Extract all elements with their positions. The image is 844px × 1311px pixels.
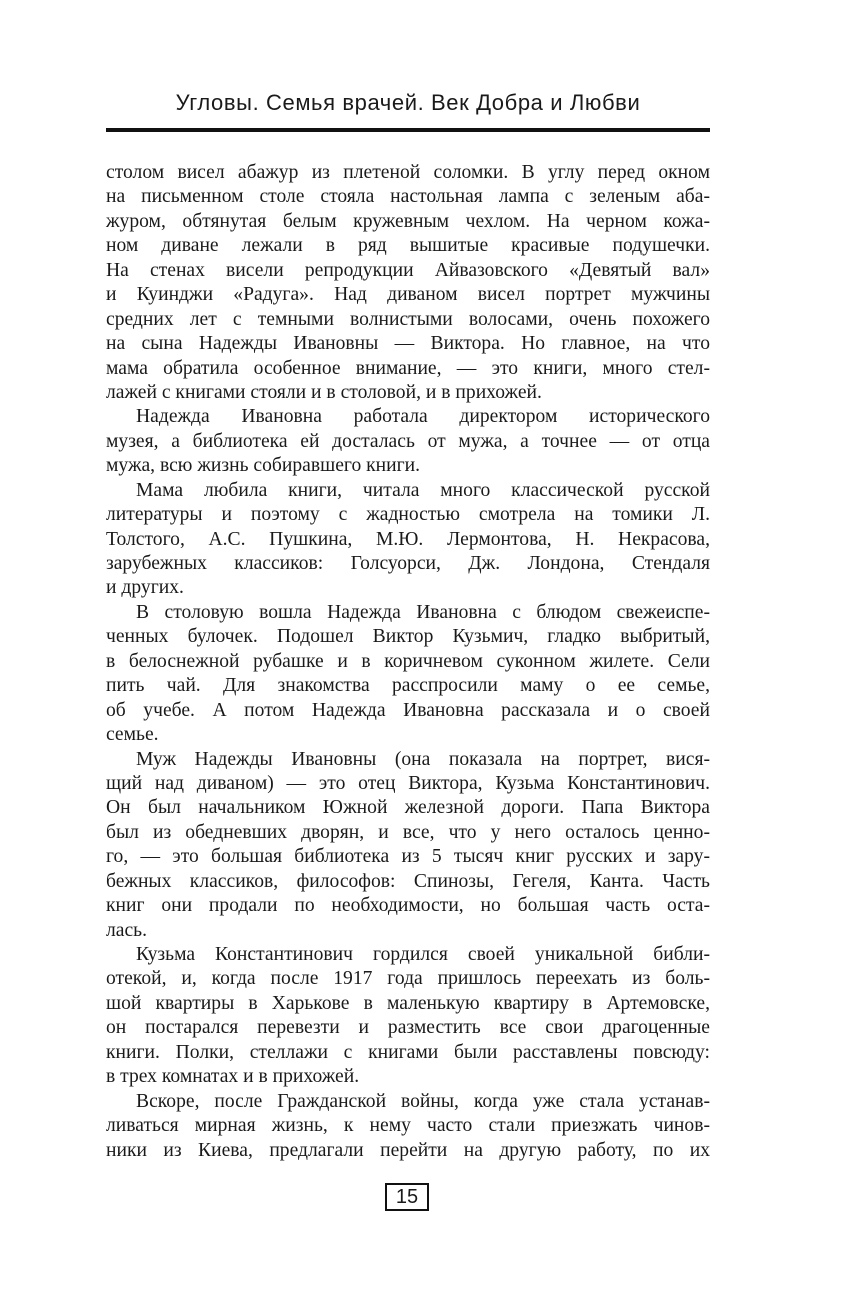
text-line: го, — это большая библиотека из 5 тысяч книг русских и зару- — [106, 846, 710, 868]
running-head-title: Угловы. Семья врачей. Век Добра и Любви — [175, 90, 641, 115]
paragraph — [106, 943, 710, 1090]
text-line: и других. — [106, 577, 184, 599]
text-line: зарубежных классиков: Голсуорси, Дж. Лондона, Стендаля — [106, 553, 710, 574]
text-line: пить чай. Для знакомства расспросили маму о ее семье, — [106, 675, 710, 697]
text-line: на сына Надежды Ивановны — Виктора. Но главное, на что — [106, 333, 710, 355]
text-line: щий над диваном) — это отец Виктора, Кузьма Константинович. — [106, 772, 710, 794]
text-line: музея, а библиотека ей досталась от мужа, а точнее — от отца — [106, 430, 710, 452]
paragraph — [106, 748, 710, 944]
text-line: был из обедневших дворян, и все, что у него осталось ценно- — [106, 821, 710, 843]
text-line: лась. — [106, 919, 148, 941]
text-line: средних лет с темными волнистыми волосами, очень похожего — [106, 308, 710, 330]
text-line: ники из Киева, предлагали перейти на другую работу, по их — [106, 1139, 710, 1161]
paragraph — [106, 479, 710, 601]
text-line: ном диване лежали в ряд вышитые красивые подушечки. — [106, 235, 710, 257]
text-line: в белоснежной рубашке и в коричневом суконном жилете. Сели — [106, 650, 710, 672]
text-line: мама обратила особенное внимание, — это книги, много стел- — [106, 357, 710, 379]
text-line: столом висел абажур из плетеной соломки. В углу перед окном — [106, 162, 710, 183]
text-line: Муж Надежды Ивановны (она показала на портрет, вися- — [136, 748, 710, 770]
header-rule — [106, 128, 710, 132]
body-text — [106, 161, 710, 1163]
text-line: Мама любила книги, читала много классической русской — [136, 479, 710, 501]
text-line: лажей с книгами стояли и в столовой, и в прихожей. — [106, 381, 542, 403]
text-line: бежных классиков, философов: Спинозы, Гегеля, Канта. Часть — [106, 870, 710, 892]
paragraph — [106, 1090, 710, 1163]
text-line: Надежда Ивановна работала директором исторического — [136, 406, 710, 428]
text-line: Он был начальником Южной железной дороги. Папа Виктора — [106, 797, 710, 819]
text-line: отекой, и, когда после 1917 года пришлось переехать из боль- — [106, 968, 710, 990]
text-line: книг они продали по необходимости, но большая часть оста- — [106, 895, 710, 917]
text-line: Вскоре, после Гражданской войны, когда уже стала устанав- — [136, 1090, 710, 1112]
text-line: семье. — [106, 724, 159, 746]
text-line: шой квартиры в Харькове в маленькую квартиру в Артемовске, — [106, 992, 710, 1014]
text-line: На стенах висели репродукции Айвазовского «Девятый вал» — [106, 259, 710, 281]
text-line: книги. Полки, стеллажи с книгами были расставлены повсюду: — [106, 1041, 710, 1063]
page-number: 15 — [385, 1183, 429, 1211]
text-line: в трех комнатах и в прихожей. — [106, 1066, 360, 1088]
text-line: Кузьма Константинович гордился своей уникальной библи- — [136, 944, 710, 965]
text-line: ливаться мирная жизнь, к нему часто стали приезжать чинов- — [106, 1115, 710, 1137]
text-line: об учебе. А потом Надежда Ивановна рассказала и о своей — [106, 699, 710, 721]
text-line: Толстого, А.С. Пушкина, М.Ю. Лермонтова, Н. Некрасова, — [106, 528, 710, 550]
text-line: мужа, всю жизнь собиравшего книги. — [106, 455, 421, 477]
text-line: литературы и поэтому с жадностью смотрела на томики Л. — [106, 504, 710, 526]
text-line: на письменном столе стояла настольная лампа с зеленым аба- — [106, 186, 710, 208]
paragraph — [106, 405, 710, 478]
text-line: В столовую вошла Надежда Ивановна с блюдом свежеиспе- — [136, 601, 710, 623]
paragraph — [106, 601, 710, 748]
text-line: журом, обтянутая белым кружевным чехлом. На черном кожа- — [106, 210, 710, 232]
paragraph — [106, 161, 710, 405]
text-line: он постарался перевезти и разместить все свои драгоценные — [106, 1017, 710, 1039]
text-line: и Куинджи «Радуга». Над диваном висел портрет мужчины — [106, 284, 710, 306]
text-line: ченных булочек. Подошел Виктор Кузьмич, гладко выбритый, — [106, 626, 710, 648]
